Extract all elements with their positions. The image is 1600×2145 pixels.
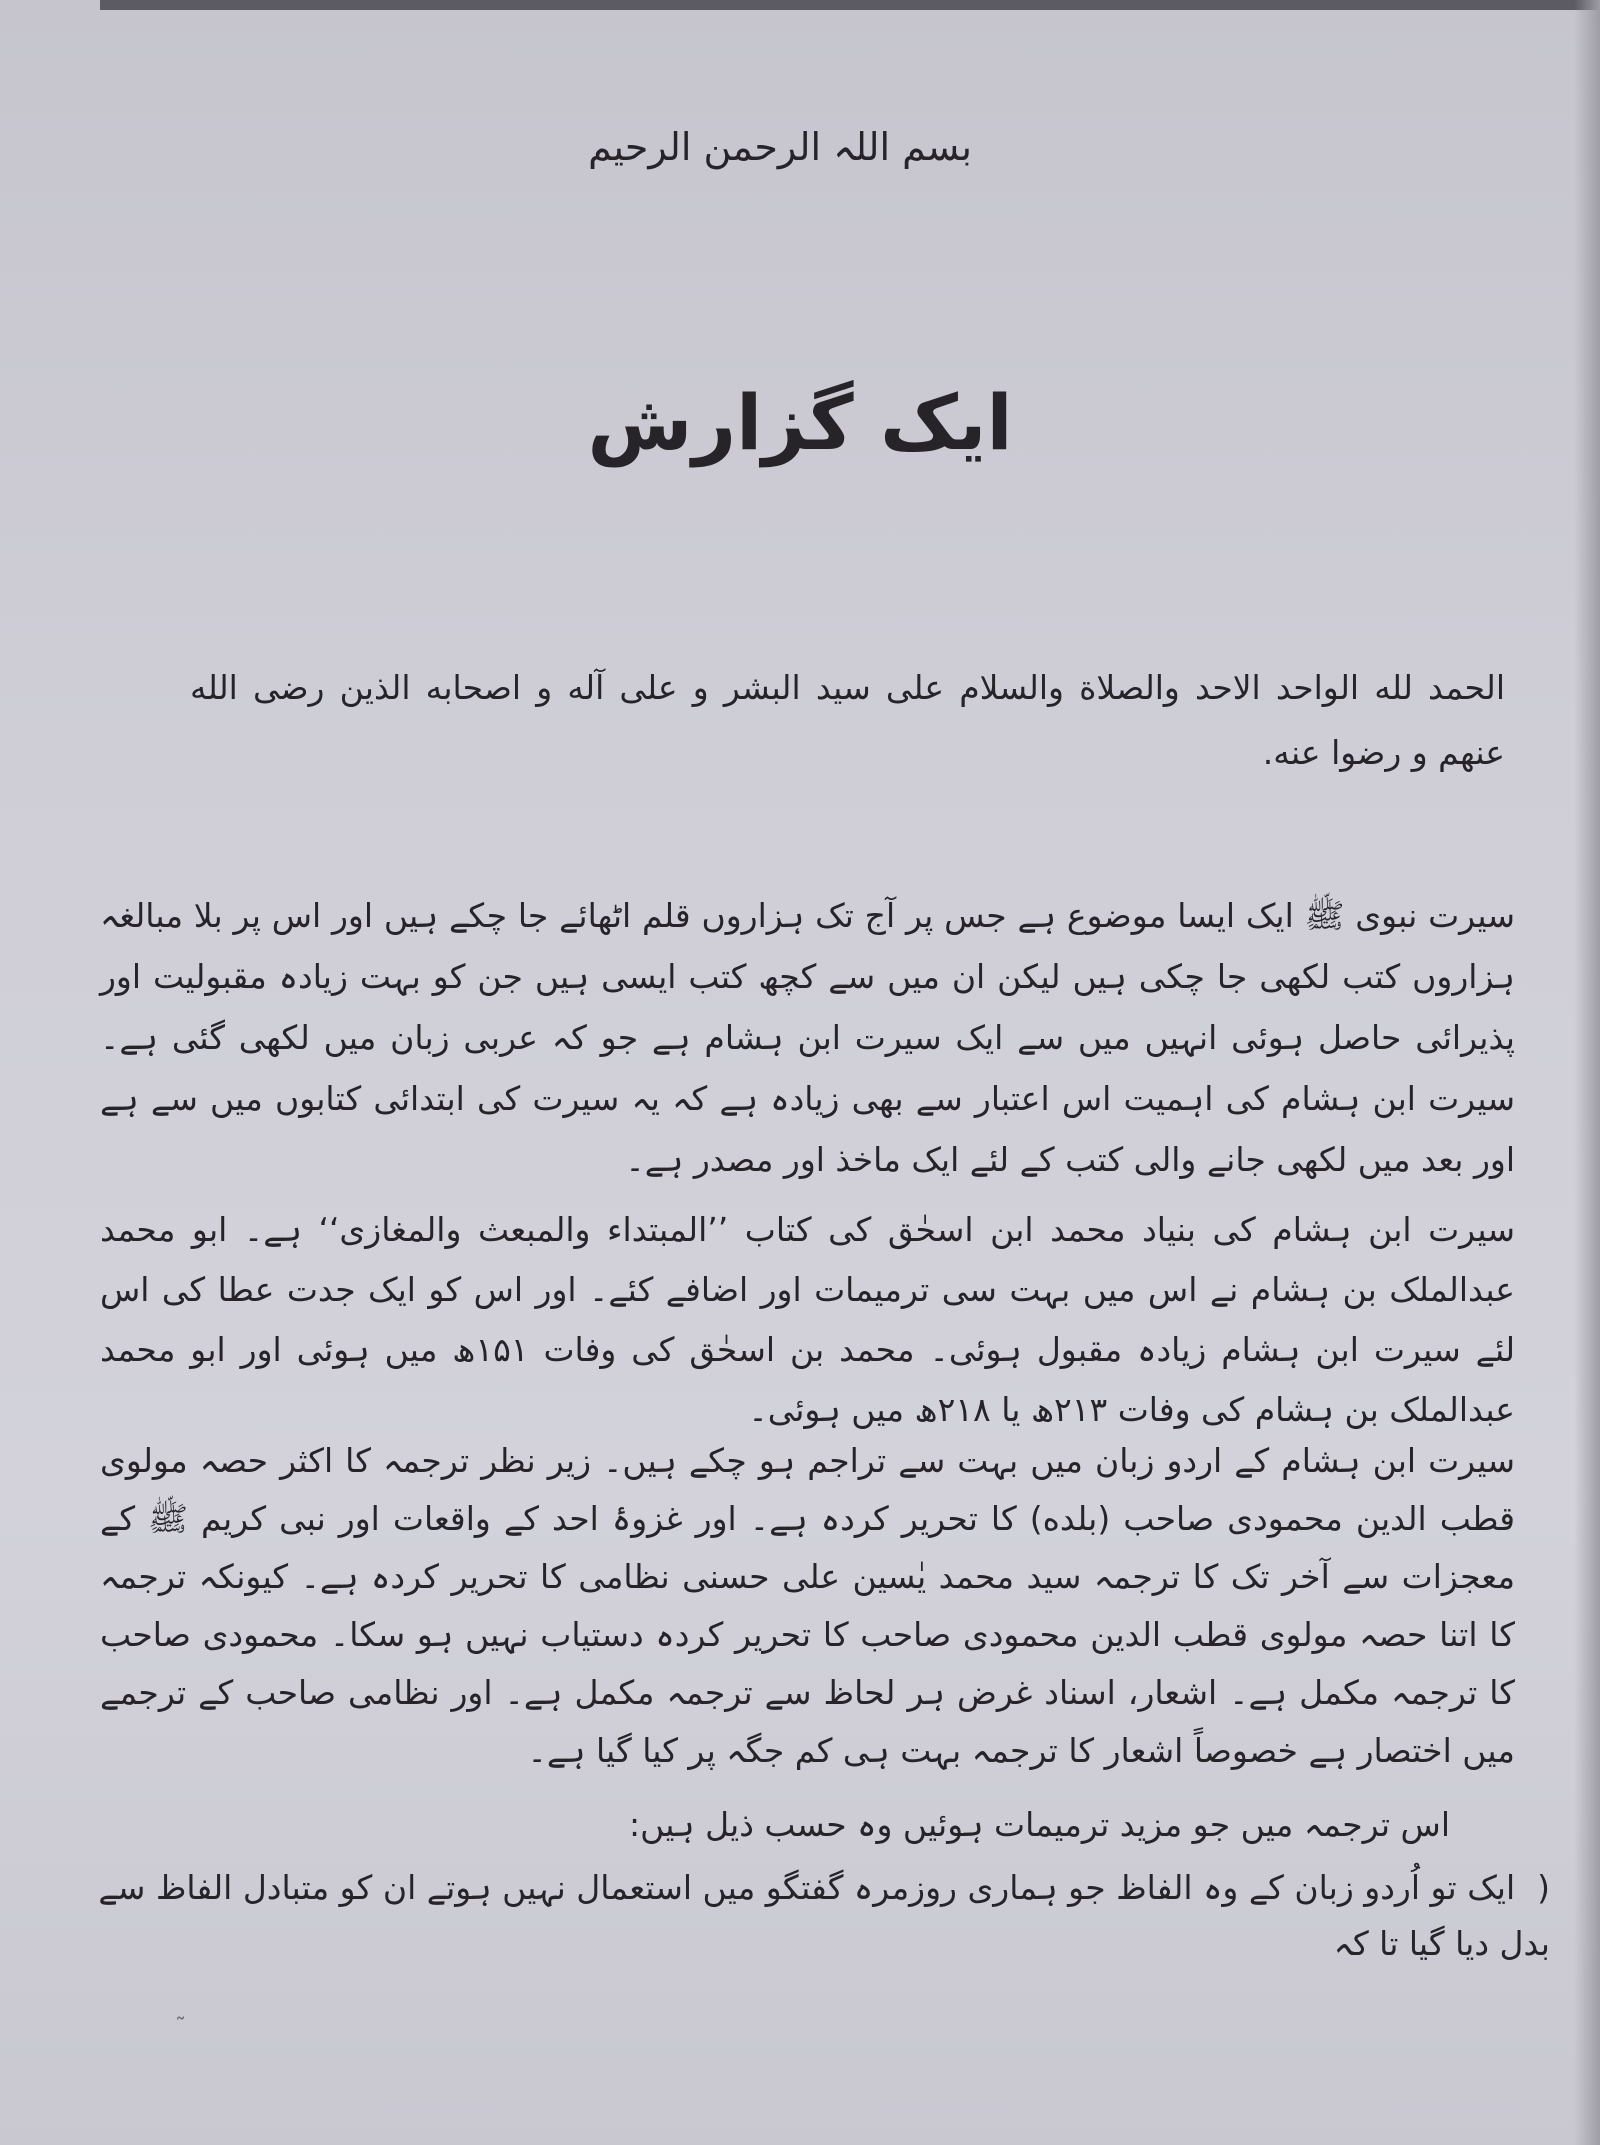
paragraph-2: سیرت ابن ہشام کی بنیاد محمد ابن اسحٰق کی کتاب ’’المبتداء والمبعث والمغازی‘‘ ہے۔ ابو محمد عبدالملک بن ہشام نے اس میں بہت سی ترمیمات اور اضافے کئے۔ اور اس کو ایک جدت عطا کی اس لئے سیرت ابن ہشام زیادہ مقبول ہوئی۔ محمد بن اسحٰق کی وفات ۱۵۱ھ میں ہوئی اور ابو محمد عبدالملک بن ہشام کی وفات ۲۱۳ھ یا ۲۱۸ھ میں ہوئی۔ — [100, 1210, 1515, 1429]
page-speck: ˜ — [175, 2015, 186, 2040]
list-item-text: ایک تو اُردو زبان کے وہ الفاظ جو ہماری روزمرہ گفتگو میں استعمال نہیں ہوتے ان کو متبادل الفاظ سے بدل دیا گیا تا کہ — [98, 1868, 1550, 1963]
list-item — [85, 1860, 1550, 1972]
hamd-paragraph: الحمد لله الواحد الاحد والصلاة والسلام علی سید البشر و علی آله و اصحابه الذین رضی الله عنهم و رضوا عنه. — [190, 668, 1505, 772]
paragraph-4: اس ترجمہ میں جو مزید ترمیمات ہوئیں وہ حسب ذیل ہیں: — [629, 1805, 1450, 1844]
list-item-marker: ( — [1537, 1868, 1550, 1907]
bismillah-heading: بسم اللہ الرحمن الرحیم — [588, 125, 972, 169]
paragraph-3: سیرت ابن ہشام کے اردو زبان میں بہت سے تراجم ہو چکے ہیں۔ زیر نظر ترجمہ کا اکثر حصہ مولوی قطب الدین محمودی صاحب (بلده) کا تحریر کردہ ہے۔ اور غزوۂ احد کے واقعات اور نبی کریم ﷺ کے معجزات سے آخر تک کا ترجمہ سید محمد یٰسین علی حسنی نظامی کا تحریر کردہ ہے۔ کیونکہ ترجمہ کا اتنا حصہ مولوی قطب الدین محمودی صاحب کا تحریر کردہ دستیاب نہیں ہو سکا۔ محمودی صاحب کا ترجمہ مکمل ہے۔ اشعار، اسناد غرض ہر لحاظ سے ترجمہ مکمل ہے۔ اور نظامی صاحب کے ترجمے میں اختصار ہے خصوصاً اشعار کا ترجمہ بہت ہی کم جگہ پر کیا گیا ہے۔ — [100, 1441, 1515, 1770]
paragraph-1: سیرت نبوی ﷺ ایک ایسا موضوع ہے جس پر آج تک ہزاروں قلم اٹھائے جا چکے ہیں اور اس پر بلا مبالغہ ہزاروں کتب لکھی جا چکی ہیں لیکن ان میں سے کچھ کتب ایسی ہیں جن کو بہت زیادہ مقبولیت اور پذیرائی حاصل ہوئی انہیں میں سے ایک سیرت ابن ہشام ہے جو کہ عربی زبان میں لکھی گئی ہے۔ سیرت ابن ہشام کی اہمیت اس اعتبار سے بھی زیادہ ہے کہ یہ سیرت کی ابتدائی کتابوں میں سے ہے اور بعد میں لکھی جانے والی کتب کے لئے ایک ماخذ اور مصدر ہے۔ — [100, 896, 1515, 1179]
page-title: ایک گزارش — [587, 378, 1013, 467]
